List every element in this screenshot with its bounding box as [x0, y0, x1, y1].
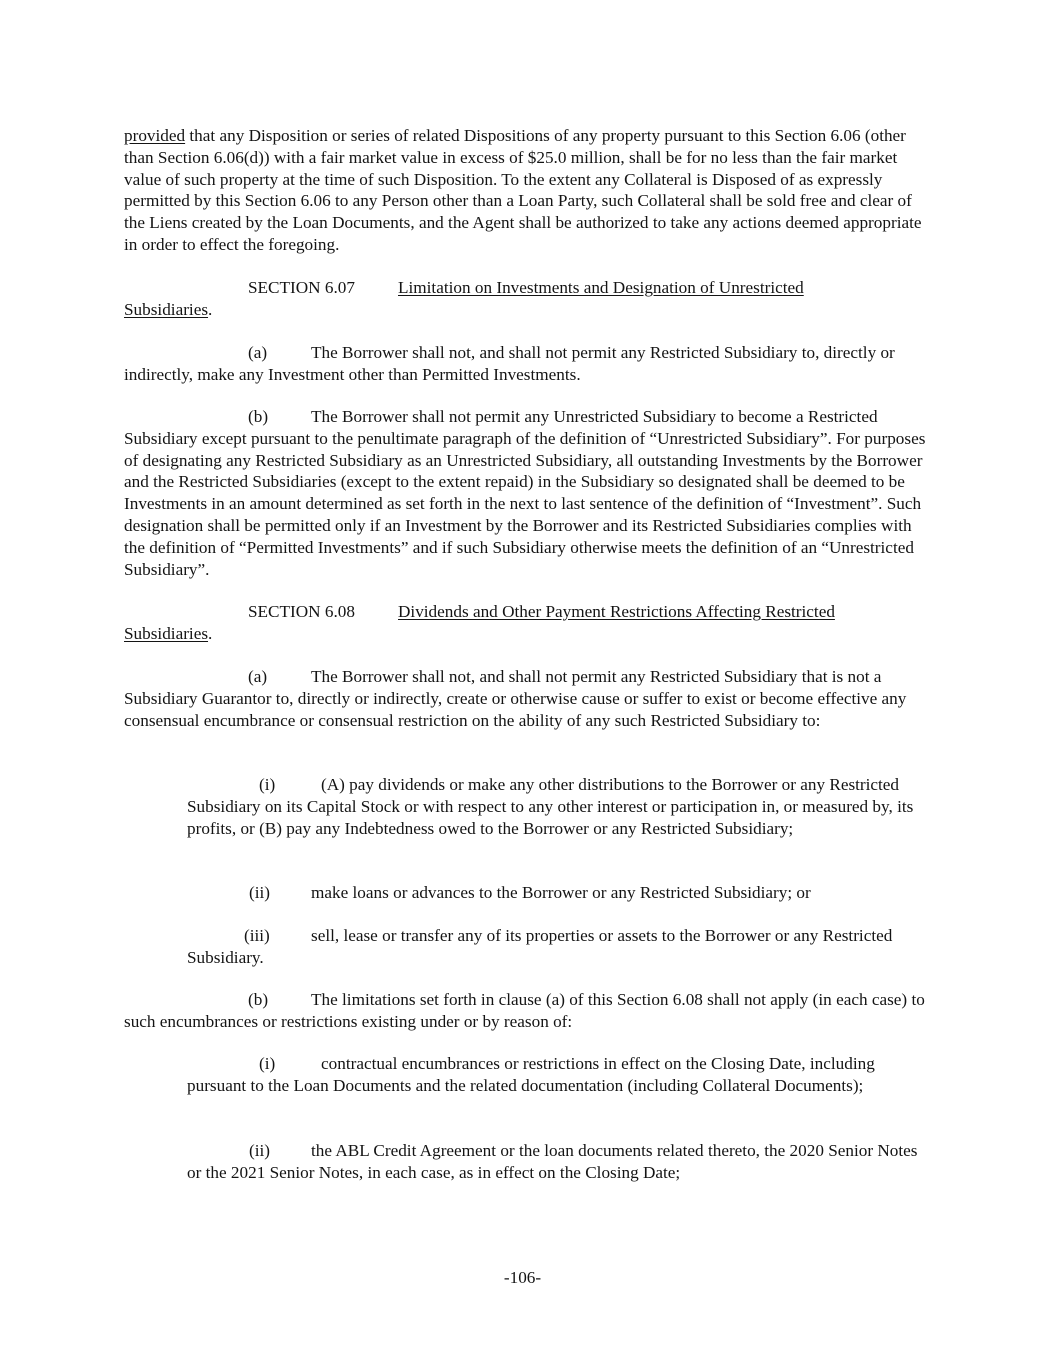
section-6-08-a-ii — [187, 882, 932, 904]
section-6-08-a — [124, 666, 932, 731]
clause-label: (a) — [248, 667, 268, 686]
section-title: Dividends and Other Payment Restrictions Affecting Restricted — [398, 602, 835, 621]
item-text: the ABL Credit Agreement or the loan documents related thereto, the 2020 Senior Notes or the 2021 Senior Notes, in each case, as in effect on the Closing Date; — [187, 1141, 918, 1182]
clause-text: The limitations set forth in clause (a) of this Section 6.08 shall not apply (in each case) to such encumbrances or restrictions existing under or by reason of: — [124, 990, 925, 1031]
section-title-continued: Subsidiaries — [124, 299, 209, 319]
item-text: make loans or advances to the Borrower or any Restricted Subsidiary; or — [311, 883, 811, 902]
section-number: SECTION 6.08 — [248, 602, 355, 621]
section-6-08-b-ii — [187, 1140, 932, 1184]
clause-text: The Borrower shall not, and shall not permit any Restricted Subsidiary that is not a Subsidiary Guarantor to, directly or indirectly, create or otherwise cause or suffer to exist or become effective any consensual encumbrance or consensual restriction on the ability of any such Restricted Subsidiary to: — [124, 667, 907, 730]
section-6-08-b — [124, 989, 932, 1033]
item-label: (i) — [259, 775, 276, 794]
item-label: (ii) — [249, 883, 270, 902]
section-title: Limitation on Investments and Designation of Unrestricted — [398, 278, 804, 297]
item-label: (ii) — [249, 1141, 270, 1160]
paragraph-text: that any Disposition or series of related Dispositions of any property pursuant to this Section 6.06 (other than Section 6.06(d)) with a fair market value in excess of $25.0 million, shall be for no less than the fair market value of such property at the time of such Disposition. To the extent any Collateral is Disposed of as expressly permitted by this Section 6.06 to any Person other than a Loan Party, such Collateral shall be sold free and clear of the Liens created by the Loan Documents, and the Agent shall be authorized to take any actions deemed appropriate in order to effect the foregoing. — [124, 126, 922, 254]
item-text: contractual encumbrances or restrictions in effect on the Closing Date, including pursuant to the Loan Documents and the related documentation (including Collateral Documents); — [187, 1054, 875, 1095]
item-text: sell, lease or transfer any of its properties or assets to the Borrower or any Restricted Subsidiary. — [187, 926, 893, 967]
item-label: (i) — [259, 1054, 276, 1073]
section-6-08-heading: SECTION 6.08 Dividends and Other Payment Restrictions Affecting Restricted Subsidiaries. — [124, 602, 835, 643]
clause-label: (b) — [248, 407, 269, 426]
section-title-continued: Subsidiaries — [124, 623, 209, 643]
item-label: (iii) — [244, 926, 270, 945]
provided-term: provided — [124, 126, 186, 145]
section-6-08-a-iii — [187, 925, 932, 969]
section-6-07-b — [124, 406, 932, 580]
item-text: (A) pay dividends or make any other distributions to the Borrower or any Restricted Subsidiary on its Capital Stock or with respect to any other interest or participation in, or measured by, its profits, or (B) pay any Indebtedness owed to the Borrower or any Restricted Subsidiary; — [187, 775, 914, 838]
clause-label: (b) — [248, 990, 269, 1009]
clause-text: The Borrower shall not permit any Unrestricted Subsidiary to become a Restricted Subsidiary except pursuant to the penultimate paragraph of the definition of “Unrestricted Subsidiary”. For purposes of designating any Restricted Subsidiary as an Unrestricted Subsidiary, all outstanding Investments by the Borrower and the Restricted Subsidiaries (except to the extent repaid) in the Subsidiary so designated shall be deemed to be Investments in an amount determined as set forth in the next to last sentence of the definition of “Investment”. Such designation shall be permitted only if an Investment by the Borrower and its Restricted Subsidiaries complies with the definition of “Permitted Investments” and if such Subsidiary otherwise meets the definition of an “Unrestricted Subsidiary”. — [124, 407, 926, 579]
clause-label: (a) — [248, 343, 268, 362]
section-6-08-b-i — [187, 1053, 932, 1097]
paragraph-disposition-proviso — [124, 125, 932, 256]
section-6-07-a — [124, 342, 932, 386]
section-6-08-a-i — [187, 774, 932, 839]
page-number: -106- — [503, 1268, 542, 1287]
section-number: SECTION 6.07 — [248, 278, 355, 297]
clause-text: The Borrower shall not, and shall not permit any Restricted Subsidiary to, directly or indirectly, make any Investment other than Permitted Investments. — [124, 343, 895, 384]
section-6-07-heading: SECTION 6.07 Limitation on Investments and Designation of Unrestricted Subsidiaries. — [124, 278, 804, 319]
